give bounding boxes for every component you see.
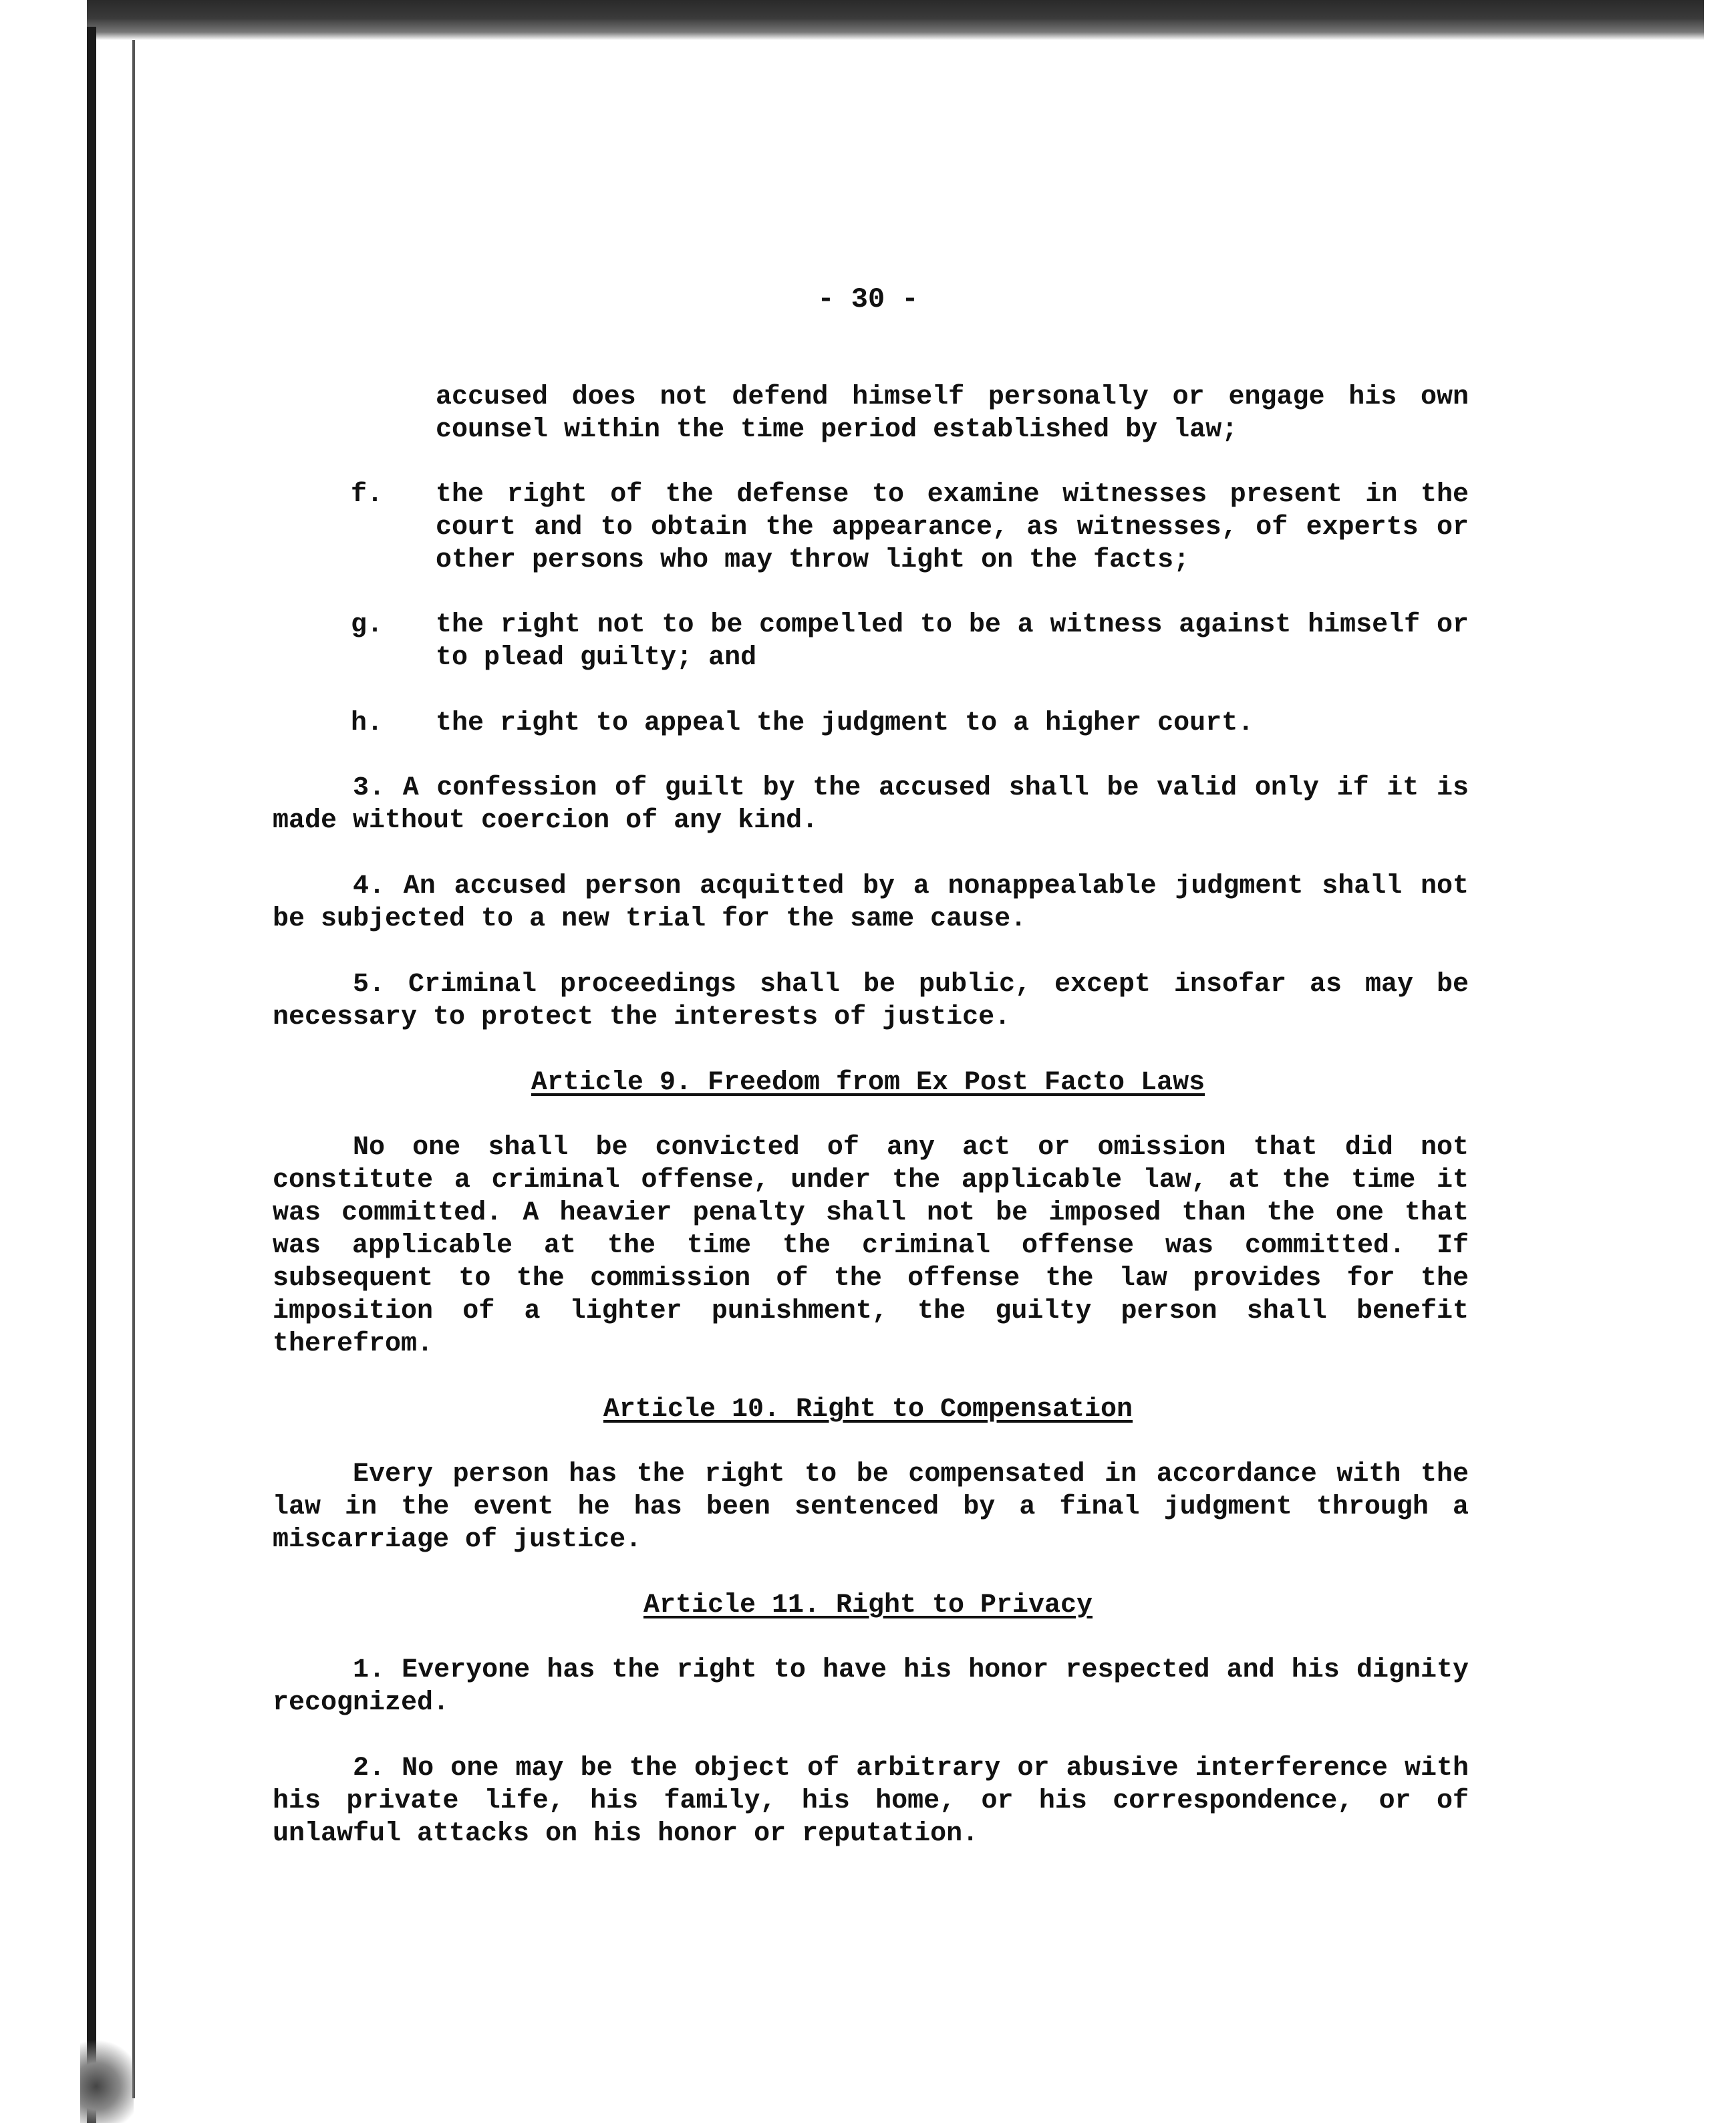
article-10-body: Every person has the right to be compensated in accordance with the law in the event he has been sentenced by a final judgment through a miscarriage of justice. xyxy=(273,1459,1469,1555)
list-item-label: h. xyxy=(351,708,384,738)
article-9-body: No one shall be convicted of any act or omission that did not constitute a criminal offense, under the applicable law, at the time it was committed. A heavier penalty shall not be imposed than the one that was applicable at the time the criminal offense was committed. If subsequent to the commission of the offense the law provides for the imposition of a lighter punishment, the guilty person shall benefit therefrom. xyxy=(273,1133,1469,1359)
list-item-f xyxy=(351,478,1469,577)
list-item-text: the right to appeal the judgment to a higher court. xyxy=(436,708,1254,738)
article-11-paragraph-2: 2. No one may be the object of arbitrary or abusive interference with his private life, his family, his home, or his correspondence, or of unlawful attacks on his honor or reputation. xyxy=(273,1753,1469,1849)
article-11-paragraph-1: 1. Everyone has the right to have his honor respected and his dignity recognized. xyxy=(273,1655,1469,1718)
page-number: - 30 - xyxy=(817,283,919,315)
list-item-text: the right not to be compelled to be a witness against himself or to plead guilty; and xyxy=(436,610,1469,673)
paragraph-3: 3. A confession of guilt by the accused shall be valid only if it is made without coercion of any kind. xyxy=(273,773,1469,836)
article-11-heading: Article 11. Right to Privacy xyxy=(643,1590,1093,1620)
continuation-text: accused does not defend himself personally or engage his own counsel within the time period established by law; xyxy=(436,382,1469,445)
paragraph-5: 5. Criminal proceedings shall be public, except insofar as may be necessary to protect the interests of justice. xyxy=(273,970,1469,1032)
list-item-g xyxy=(351,609,1469,674)
list-item-h xyxy=(351,707,1469,740)
article-10-heading: Article 10. Right to Compensation xyxy=(603,1395,1133,1425)
paragraph-4: 4. An accused person acquitted by a nonappealable judgment shall not be subjected to a new trial for the same cause. xyxy=(273,871,1469,934)
article-9-heading: Article 9. Freedom from Ex Post Facto Laws xyxy=(531,1068,1205,1098)
list-item-label: g. xyxy=(351,610,384,640)
list-item-label: f. xyxy=(351,480,384,510)
list-item-text: the right of the defense to examine witnesses present in the court and to obtain the appearance, as witnesses, of experts or other persons who may throw light on the facts; xyxy=(436,480,1469,575)
